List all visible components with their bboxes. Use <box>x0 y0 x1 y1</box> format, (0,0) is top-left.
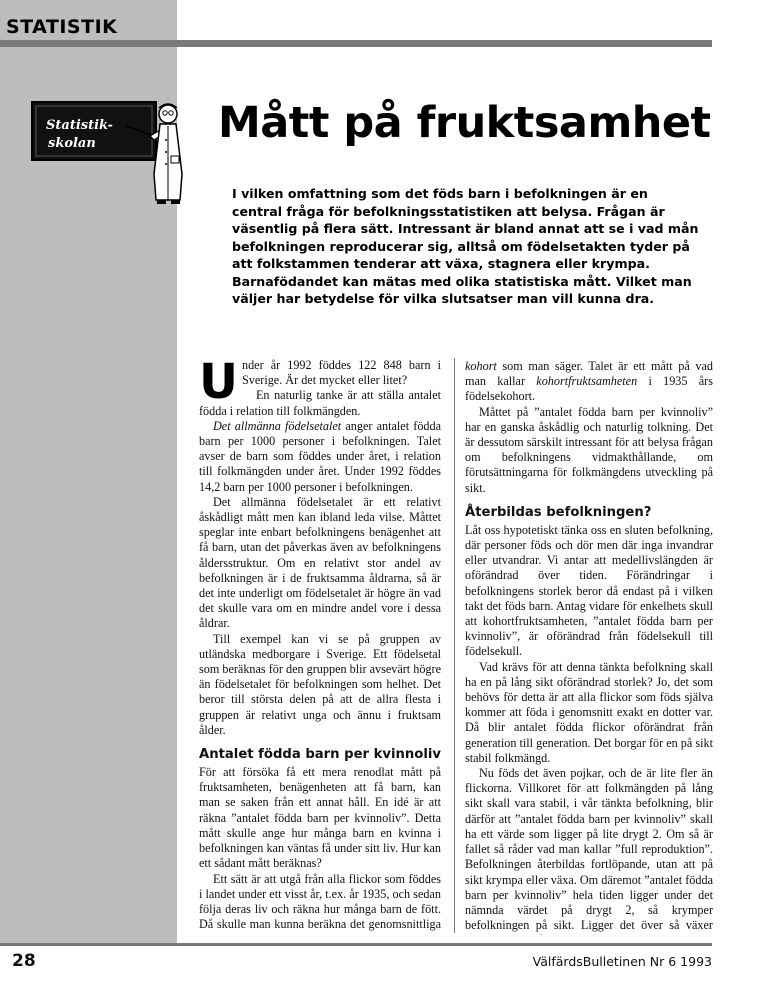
paragraph: Till exempel kan vi se på gruppen av utländska medborgare i Sverige. Ett födelsetal som beräknas för den gruppen blir avsevärt högre än födelsetalet för befolkningen som helhet. Det beror till största delen på att de allra flesta i gruppen är relativt unga och ännu i fruktsam ålder. <box>199 631 441 737</box>
header-rule <box>0 40 712 47</box>
badge-line-2: skolan <box>48 136 96 151</box>
paragraph-text: i 1935 års födelsekohort. <box>465 374 713 404</box>
article-lede: I vilken omfattning som det föds barn i befolkningen är en central fråga för befolkningsstatistiken att belysa. Frågan är väsentlig på flera sätt. Intressant är bland annat att se i vad mån befolkningen reproducerar sig, alltså om födelsetakten tyder på att folkstammen tenderar att växa, stagnera eller krympa. Barnafödandet kan mätas med olika statistiska mått. Vilket man väljer har betydelse för vilka slutsatser man vill kunna dra. <box>232 186 699 306</box>
publication-name: VälfärdsBulletinen Nr 6 1993 <box>532 954 712 969</box>
badge-line-1: Statistik- <box>46 118 113 133</box>
teacher-at-chalkboard-icon <box>30 96 200 206</box>
paragraph: Ett sätt är att utgå från alla flickor som föddes i landet under ett visst år, t.ex. år 1935, och sedan följa deras liv och räkna hur många barn de fött. Då skulle man kunna beräkna det genomsnittliga <box>199 871 441 932</box>
emphasis: kohort <box>465 359 497 373</box>
page-number: 28 <box>12 951 36 971</box>
section-label: STATISTIK <box>6 16 118 38</box>
paragraph: nder år 1992 föddes 122 848 barn i Sverige. Är det mycket eller litet? <box>241 358 441 388</box>
subheading: Antalet födda barn per kvinnoliv <box>199 747 441 763</box>
emphasis: kohortfruktsamheten <box>536 374 638 389</box>
paragraph: Låt oss hypotetiskt tänka oss en sluten befolkning, där personer föds och dör men där inga invandrar eller utvandrar. Vi antar att medellivslängden är oförändrad över tiden. Förändringar i befolkningens storlek beror då endast på i vilken takt det föds barn. Antag vidare för enkelhets skull att kohortfruktsamheten, ”antalet födda barn per kvinnoliv”, är oförändrad från födelsekull till födelsekull. <box>465 522 713 659</box>
page-title: Mått på fruktsamhet <box>218 98 711 148</box>
footer-rule <box>0 943 712 946</box>
statistikskolan-badge <box>30 96 200 206</box>
paragraph: Nu föds det även pojkar, och de är lite fler än flickorna. Villkoret för att folkmängden på lång sikt skall vara stabil, i vår tänkta befolkning, blir därför att ”antalet födda barn per kvinnoliv” skall ha ett värde som ligger på lite drygt 2. Om så är fallet så råder vad man kallar ”full reproduktion”. Befolkningen återbildas fortlöpande, utan att på sikt krympa eller växa. Om däremot ”antalet födda barn per kvinnoliv” hela tiden ligger under det nämnda värdet på drygt 2, så krymper befolkningen på sikt. Ligger det över så växer <box>465 766 713 933</box>
article-column-left <box>199 358 441 934</box>
paragraph: Det allmänna födelsetalet är ett relativt åskådligt mått men kan ibland leda vilse. Måttet speglar inte enbart befolkningens benägenhet att få barn, utan det påverkas även av befolkningens åldersstruktur. Om en relativt stor andel av befolkningen är i de fruktsamma åldrarna, så är det inte underligt om födelsetalet är högre än vad det skulle vara om en mindre andel vore i dessa åldrar. <box>199 494 441 631</box>
paragraph: Måttet på ”antalet födda barn per kvinnoliv” har en ganska åskådlig och naturlig tolkning. Det är dessutom särskilt intressant för att belysa frågan om befolkningens vidmakthållande, om förutsättningarna för folkmängdens utveckling på sikt. <box>465 404 713 495</box>
subheading: Återbildas befolkningen? <box>465 504 652 520</box>
paragraph-text: anger antalet födda barn per 1000 personer i befolkningen. Talet avser de barn som föddes under året, i relation till folkmängden under året. Under 1992 föddes 14,2 barn per 1000 personer i befolkningen. <box>199 418 441 494</box>
paragraph <box>199 419 441 495</box>
paragraph: Vad krävs för att denna tänkta befolkning skall ha en på lång sikt oförändrad storlek? Jo, det som behövs för detta är att alla flickor som föds själva kommer att föda i genomsnitt exakt en dotter var. Då blir antalet födda flickor oförändrat från generation till generation. Det borgar för en på sikt stabil folkmängd. <box>465 659 713 765</box>
column-divider <box>454 358 455 933</box>
paragraph <box>465 359 713 405</box>
article-column-right <box>465 359 713 935</box>
paragraph: För att försöka få ett mera renodlat mått på fruktsamheten, benägenheten att få barn, kan man se saken från ett annat håll. En idé är att räkna ”antalet födda barn per kvinnoliv”. Detta mått skulle ange hur många barn en kvinna i befolkningen kan väntas få under sitt liv. Hur kan ett sådant mått beräknas? <box>199 765 441 871</box>
paragraph-text: som man säger. Talet är ett mått på vad man kallar <box>465 359 713 389</box>
paragraph: En naturlig tanke är att ställa antalet födda i relation till folkmängden. <box>199 388 441 418</box>
emphasis: Det allmänna födelsetalet <box>213 418 342 433</box>
drop-cap: U <box>199 358 238 410</box>
